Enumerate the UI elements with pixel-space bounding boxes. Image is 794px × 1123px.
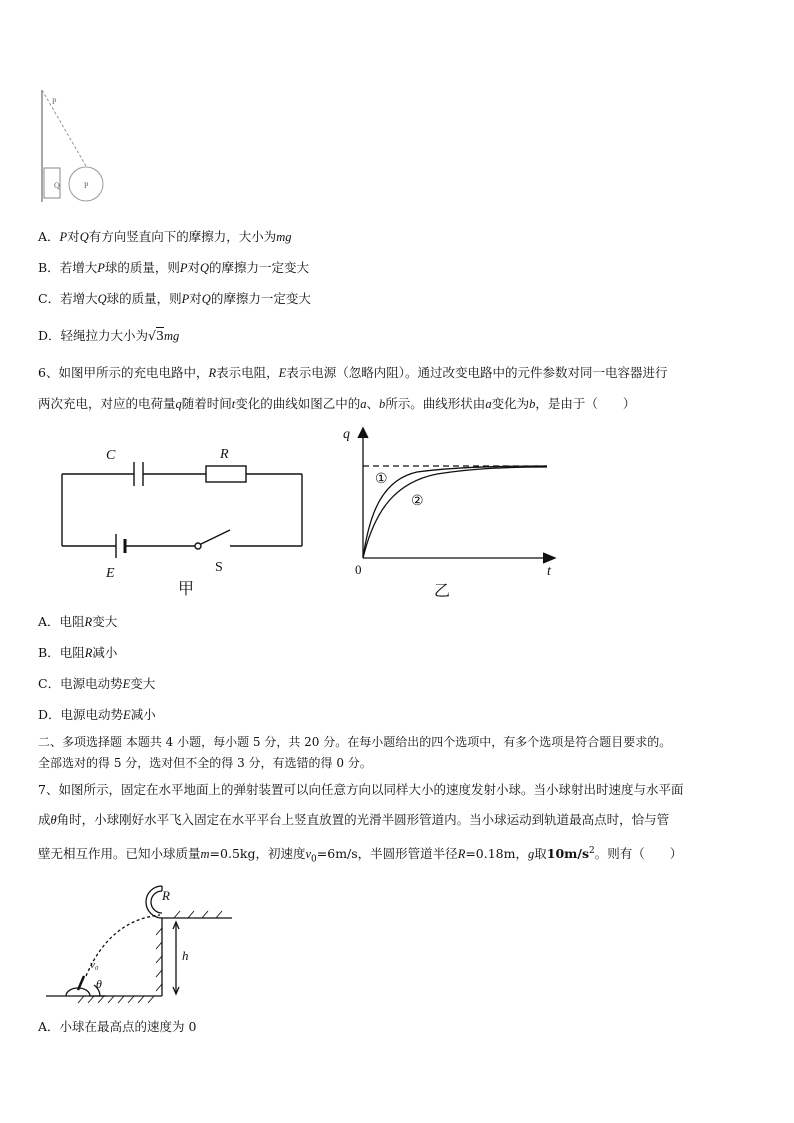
q5-option-d[interactable]: D．轻绳拉力大小为√3mg (38, 328, 180, 343)
q7-fig-v0-label: v₀ (90, 959, 99, 971)
q5-option-b[interactable]: B．若增大P球的质量，则P对Q的摩擦力一定变大 (38, 260, 310, 275)
q6-stem-line2: 两次充电，对应的电荷量q随着时间t变化的曲线如图乙中的a、b所示。曲线形状由a变化为b，是由于（ ） (38, 396, 636, 411)
q5-figure (36, 86, 116, 208)
graph-caption: 乙 (434, 583, 451, 600)
q7-stem-line2: 成θ角时，小球刚好水平飞入固定在水平平台上竖直放置的光滑半圆形管道内。当小球运动到轨道最高点时，恰与管 (38, 812, 670, 827)
q7-stem-line3: 壁无相互作用。已知小球质量m=0.5kg，初速度$v_0=6m/s$，半圆形管道半径R=0.18m，g取$10m/s^2$。则有（ ） (38, 846, 683, 865)
q6-option-c[interactable]: C．电源电动势E变大 (38, 676, 156, 691)
graph-origin: 0 (355, 562, 362, 577)
fig-label-p-top: P (52, 97, 57, 106)
section2-heading: 二、多项选择题 本题共 4 小题，每小题 5 分，共 20 分。在每小题给出的四个选项中，有多个选项是符合题目要求的。 (38, 735, 672, 749)
q6-option-a[interactable]: A．电阻R变大 (38, 614, 118, 629)
fig-label-q: Q (54, 181, 60, 190)
q7-option-a[interactable]: A．小球在最高点的速度为 0 (38, 1019, 197, 1034)
q6-stem-line1: 6、如图甲所示的充电电路中，R表示电阻，E表示电源（忽略内阻）。通过改变电路中的元件参数对同一电容器进行 (38, 365, 668, 380)
section2-rules: 全部选对的得 5 分，选对但不全的得 3 分，有选错的得 0 分。 (38, 756, 372, 770)
q6-option-b[interactable]: B．电阻R减小 (38, 645, 118, 660)
graph-y-label: q (343, 427, 350, 442)
q7-figure (44, 872, 244, 1007)
q5-option-a[interactable]: A．P对Q有方向竖直向下的摩擦力，大小为mg (38, 229, 292, 244)
circuit-caption: 甲 (178, 581, 195, 598)
q7-fig-theta-label: θ (96, 977, 102, 991)
q7-stem-line1: 7、如图所示，固定在水平地面上的弹射装置可以向任意方向以同样大小的速度发射小球。当小球射出时速度与水平面 (38, 782, 684, 797)
q7-fig-r-label: R (162, 888, 170, 903)
graph-curve1-label: ① (375, 472, 388, 487)
fig-label-p-ball: P (84, 181, 89, 190)
graph-curve2-label: ② (411, 494, 424, 509)
q7-fig-h-label: h (182, 948, 189, 963)
circuit-label-r: R (220, 447, 229, 462)
sqrt-sign: √ (148, 328, 157, 343)
q6-graph (335, 420, 570, 602)
circuit-label-c: C (106, 448, 116, 463)
graph-x-label: t (547, 564, 551, 579)
q6-circuit-diagram (50, 438, 315, 598)
q6-option-d[interactable]: D．电源电动势E减小 (38, 707, 156, 722)
circuit-label-e: E (106, 566, 115, 581)
q5-option-c[interactable]: C．若增大Q球的质量，则P对Q的摩擦力一定变大 (38, 291, 311, 306)
circuit-label-s: S (215, 560, 223, 575)
